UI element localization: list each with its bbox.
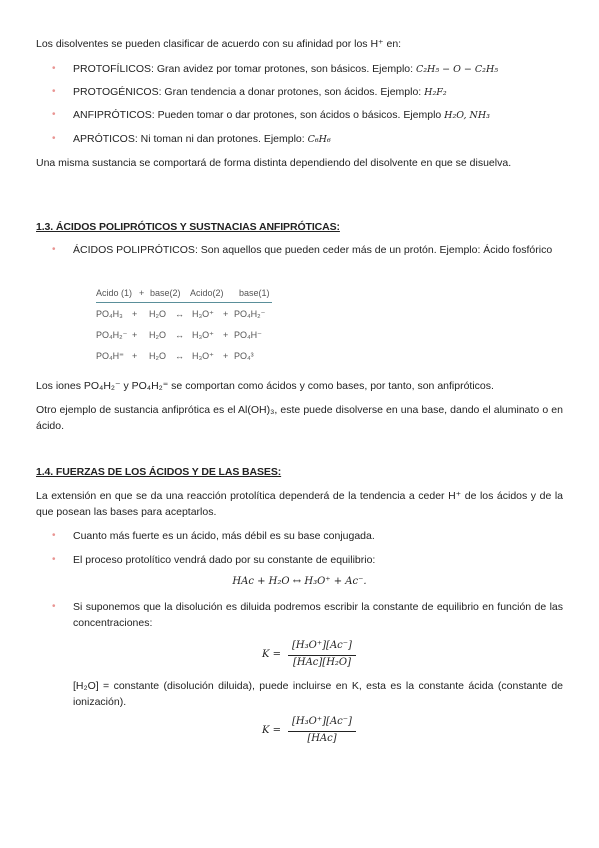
bullet-icon: • <box>52 63 56 74</box>
column-header: Acido(2) <box>190 288 224 298</box>
formula-numerator: [H₃O⁺][Ac⁻] <box>292 716 352 727</box>
ions-paragraph: Los iones PO₄H₂⁻ y PO₄H₂⁼ se comportan como ácidos y como bases, por tanto, son anfipróticos. <box>36 380 494 392</box>
list-item-text: El proceso protolítico vendrá dado por su constante de equilibrio: <box>73 554 376 566</box>
bullet-icon: • <box>52 554 56 565</box>
bullet-icon: • <box>52 133 56 144</box>
table-cell: + <box>132 351 138 361</box>
table-cell: PO₄H₂⁻ <box>96 330 128 340</box>
fraction-bar <box>288 655 356 656</box>
table-divider <box>96 302 272 303</box>
table-cell: PO₄³ <box>234 351 254 361</box>
list-item-text: ANFIPRÓTICOS: Pueden tomar o dar protones, son ácidos o básicos. Ejemplo <box>73 109 445 121</box>
list-item-text: PROTOGÉNICOS: Gran tendencia a donar protones, son ácidos. Ejemplo: <box>73 86 425 98</box>
bullet-icon: • <box>52 530 56 541</box>
formula-lhs: K = <box>262 649 282 660</box>
amphiprotic-example-paragraph: Otro ejemplo de sustancia anfiprótica es el Al(OH)₃, este puede disolverse en una base, dando el aluminato o en ácido. <box>36 404 563 432</box>
column-header: base(2) <box>150 288 181 298</box>
table-cell: H₃O⁺ <box>192 330 214 340</box>
table-cell: + <box>223 309 229 319</box>
column-header: base(1) <box>239 288 270 298</box>
table-cell: H₂O <box>149 309 166 319</box>
bullet-icon: • <box>52 601 56 612</box>
protolytic-intro-paragraph: La extensión en que se da una reacción protolítica dependerá de la tendencia a ceder H⁺ de los ácidos y de la que posean las bases para aceptarlos. <box>36 490 563 518</box>
formula-denominator: [HAc][H₂O] <box>292 657 352 668</box>
list-item <box>52 599 563 633</box>
list-item-text: Cuanto más fuerte es un ácido, más débil es su base conjugada. <box>73 530 375 542</box>
equilibrium-constant-formula <box>262 640 362 672</box>
bullet-icon: • <box>52 109 56 120</box>
intro-paragraph: Los disolventes se pueden clasificar de acuerdo con su afinidad por los H⁺ en: <box>36 38 402 50</box>
table-cell: + <box>132 330 138 340</box>
table-cell: ↔ <box>175 351 184 361</box>
table-cell: H₂O <box>149 351 166 361</box>
list-item-text: PROTOFÍLICOS: Gran avidez por tomar protones, son básicos. Ejemplo: <box>73 63 416 75</box>
column-header: + <box>139 288 145 298</box>
table-cell: H₃O⁺ <box>192 351 214 361</box>
table-cell: + <box>132 309 138 319</box>
formula-denominator: [HAc] <box>307 733 337 744</box>
table-cell: PO₄H⁼ <box>96 351 124 361</box>
equilibrium-equation: HAc + H₂O ↔ H₃O⁺ + Ac⁻. <box>232 576 367 587</box>
bullet-icon: • <box>52 86 56 97</box>
list-item <box>52 242 563 276</box>
table-cell: PO₄H₂⁻ <box>234 309 266 319</box>
formula-lhs: K = <box>262 725 282 736</box>
list-item-text: APRÓTICOS: Ni toman ni dan protones. Ejemplo: <box>73 133 308 145</box>
bullet-icon: • <box>52 244 56 255</box>
formula: H₂O, NH₃ <box>444 110 490 121</box>
table-cell: PO₄H⁻ <box>234 330 262 340</box>
reaction-table <box>96 288 276 368</box>
acid-constant-formula <box>262 716 362 748</box>
column-header: Acido (1) <box>96 288 133 298</box>
list-item-text: Si suponemos que la disolución es diluida podremos escribir la constante de equilibrio en función de las concentraciones: <box>73 601 563 629</box>
formula: C₆H₆ <box>307 134 331 145</box>
table-cell: + <box>223 351 229 361</box>
table-cell: ↔ <box>175 309 184 319</box>
table-cell: H₃O⁺ <box>192 309 214 319</box>
fraction-bar <box>288 731 356 732</box>
table-cell: + <box>223 330 229 340</box>
list-item-text: ÁCIDOS POLIPRÓTICOS: Son aquellos que pueden ceder más de un protón. Ejemplo: Ácido fosfórico <box>73 244 553 256</box>
formula: C₂H₅ − O − C₂H₅ <box>415 64 499 75</box>
formula: H₂F₂ <box>424 87 447 98</box>
section-heading: 1.3. ÁCIDOS POLIPRÓTICOS Y SUSTNACIAS ANFIPRÓTICAS: <box>36 221 340 233</box>
water-constant-paragraph: [H₂O] = constante (disolución diluida), puede incluirse en K, esta es la constante ácida (constante de ionización). <box>73 680 563 708</box>
same-substance-paragraph: Una misma sustancia se comportará de forma distinta dependiendo del disolvente en que se disuelva. <box>36 157 512 169</box>
table-cell: ↔ <box>175 330 184 340</box>
formula-numerator: [H₃O⁺][Ac⁻] <box>292 640 352 651</box>
table-cell: PO₄H₃ <box>96 309 123 319</box>
table-cell: H₂O <box>149 330 166 340</box>
section-heading: 1.4. FUERZAS DE LOS ÁCIDOS Y DE LAS BASES: <box>36 466 282 478</box>
